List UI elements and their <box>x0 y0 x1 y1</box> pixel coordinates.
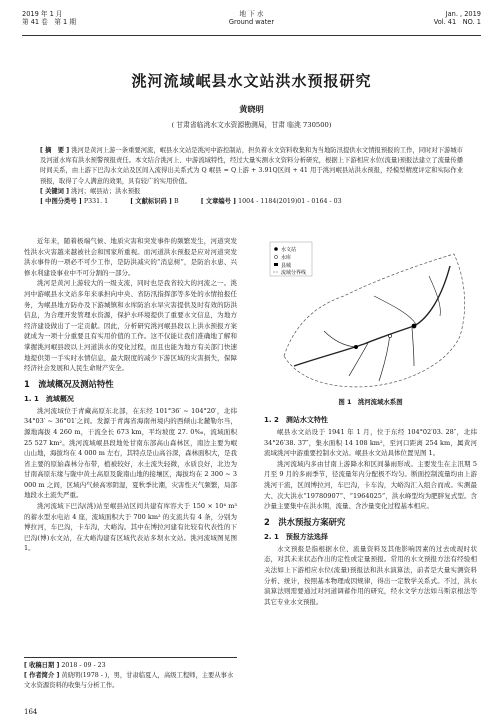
doc-code-value: B <box>173 198 179 206</box>
section-1-2-heading: 1. 2 测站水文特性 <box>264 416 328 424</box>
article-number-tag: [ 文章编号 ] <box>200 198 237 206</box>
river-system-map <box>264 236 477 396</box>
minxian-station-marker <box>412 324 417 329</box>
section-2-1-heading: 2. 1 预报方法选择 <box>264 532 328 541</box>
keywords-text: 洮河；岷县站；洪水预报 <box>71 187 141 195</box>
header-center: 地 下 水 Ground water <box>228 10 275 26</box>
classification-line <box>40 197 463 207</box>
author-name: 黄晓明 <box>239 104 264 114</box>
running-header <box>22 8 481 36</box>
abstract-text-tail: 用于洮河岷县站洪水预报，经模型精度评定和实际作业预报，取得了令人满意的效果，具有较广的实用价值。 <box>40 167 464 185</box>
legend-reservoir-label: 水库 <box>281 255 292 261</box>
received-tag: [ 收稿日期 ] <box>24 662 60 669</box>
legend-county-icon <box>274 263 278 266</box>
author-affiliation: ( 甘肃省临洮水文水资源勘测局，甘肃 临洮 730500) <box>171 121 332 129</box>
article-number-value: 1004 - 1184(2019)01 - 0164 - 03 <box>238 198 342 206</box>
abstract-text: 洮河是黄河上游一条重要河流，岷县水文站是洮河中游控制站，担负着水文资料收集和为当地防汛提供水文情报预报的工作，同时对下游城市及河道水库有洪水预警预报责任。本文结合洮河上、中游流域特性，经过大量实测水文资料分析研究，根据上下游相应水位(流量)预报法建立了流量传播时间关系，由上游下巴沟水文站及区间入流得出关系式为 Q <box>40 147 464 175</box>
basin-paragraph-2: 洮河流域下巴沟(洮)站至岷县站区间共建有库容大于 150 × 10⁴ m³ 的蓄水型水电站 4 座，流域面积大于 700 km² 的支流共有 4 条，分别为博拉河，车巴沟，卡车沟，大峪沟。其中在博拉河建有比较有代表性的下巴沟(博)水文站，在大峪沟建有区域代表站多坝水文站。洮河流域图见图 1。 <box>24 502 237 553</box>
basin-paragraph-1: 洮河流域位于青藏高原东北部，在东经 101°36′ ~ 104°20′，北纬 34°03′ ~ 36°01′之间。发源于青海省海南州境内的西倾山北麓勒尔当，源地海拔 4 260 m，干流全长 673 km，平均坡度 27. 0‰，流域面积 25 527 km²。洮河流域岷县段地处甘南东部高山森林区，南边主要为岷山山地，海拔均在 4 000 m 左右，其特点是山高谷深，森林面积大，是我省主要的原始森林分布带，植被较好，水土流失轻微，水质良好，北边为甘南高原东缘与陇中黄土高原及陇南山地的接壤区，海拔均在 2 300 ~ 3 000 m 之间，区域内气候高寒阴湿，夏秋季比潮，灾害性天气频繁，局部地段水土流失严重。 <box>24 406 237 500</box>
received-date <box>24 661 237 671</box>
intro-paragraph-2: 洮河是黄河上游较大的一级支流，同时也是我省较大的河流之一。洮河中游岷县水文站多年来承担向中央、省防汛指挥部等多处的水情拍报任务，为岷县地方防办及下游城镇和水库防治水旱灾害提供及时有效的防洪信息，为合理开发管理水资源，保护水环境提供了重要水文信息，为地方经济建设做出了一定贡献。因此，分析研究洮河岷县段以上洪水预报方案就成为一项十分重要且有实用价值的工作。这不仅能让我们准确地了解和掌握洮河岷县段以上河道洪水的变化过程，而且也能为地方有关部门快速地提供第一手实时水情信息，最大限度的减少下游区域的灾害损失，保障经济社会发展和人民生命财产安全。 <box>24 279 237 373</box>
left-column <box>24 236 237 554</box>
paper-title: 洮河流域岷县水文站洪水预报研究 <box>131 72 372 90</box>
legend-reservoir-icon <box>274 255 277 258</box>
footnote-block <box>24 657 237 691</box>
section-1-heading: 1 流域概况及测站特性 <box>24 378 114 389</box>
abstract-block <box>40 146 463 207</box>
station-paragraph-1: 岷县水文站设于 1941 年 1 月，位于东经 104°02′03. 28″，北纬 34°26′38. 37″，集水面积 14 108 km²，至河口距离 254 km，属黄河流域洮河中游重要控制水文站。岷县水文站具体位置见图 1。 <box>264 428 477 458</box>
author-bio-text: 黄晓明(1978 - )，男，甘肃临夏人，高级工程师，主要从事水文水资源资料的收集与分析工作。 <box>24 672 234 689</box>
legend-boundary-label: 流域分界线 <box>281 270 307 276</box>
legend-station-label: 水文站 <box>281 247 297 253</box>
figure-1-caption: 图 1 洮河流域水系图 <box>338 398 403 406</box>
clc-tag: [ 中图分类号 ] <box>40 198 82 206</box>
xiabagou-station-marker <box>354 345 358 349</box>
legend-station-icon <box>274 247 278 251</box>
header-right: Jan. , 2019 Vol. 41 NO. 1 <box>433 10 481 26</box>
page-number: 164 <box>24 708 38 716</box>
abstract-tag: [ 摘 要 ] <box>40 147 70 154</box>
keywords <box>40 187 463 197</box>
section-2-heading: 2 洪水预报方案研究 <box>264 516 346 527</box>
reservoir-marker <box>388 334 391 337</box>
keywords-tag: [ 关键词 ] <box>40 187 70 195</box>
abstract-formula: 岷县 = Q上游 + 3.91Q区间 + 41 <box>208 167 308 175</box>
station-paragraph-2: 洮河流域内多由甘南上游降水和区间暴雨形成。主要发生在主汛期 5 月至 9 月的多雨季节，径流量年内分配极不均匀。断面控制流量均由上游洮河干流，区间博拉河，车巴沟，卡车沟，大峪沟汇入组合而成。实测最大、次大洪水“19780907”、“1964025”，洪水峰型均为肥胖复式型。含沙量主要集中在洪水期，流量、含沙量变化过程基本相应。 <box>264 459 477 511</box>
right-column <box>264 236 477 607</box>
author-bio <box>24 671 237 691</box>
clc-value: P331. 1 <box>83 198 109 206</box>
header-left: 2019 年 1 月 第 41 卷 第 1 期 <box>22 10 76 26</box>
doc-code-tag: [ 文献标识码 ] <box>130 198 172 206</box>
intro-paragraph-1: 近年来，随着极端气候、地质灾害和突发事件的频繁发生，河道突发性洪水灾害越来越被社会和国家所重视。而河道洪水预报是应对河道突发洪水事件的一项必不可少工作，是防洪减灾的“消息树”，是防治水患、兴修水利建设事业中不可分割的一部分。 <box>24 237 237 277</box>
received-value: 2018 - 09 - 23 <box>61 662 106 669</box>
method-paragraph-1: 水文预报是指根据水位、流量资料及其他影响因素的过去或现时状态，对其未来状态作出的定性或定量预报。常用的水文预报方法有经验相关法如上下游相应水位(流量)预报法和洪水演算法，前者是大量实测资料分析、统计，按照基本物理成因规律，得出一定数学关系式。不过，洪水演算法则需要通过对河道调蓄作用的研究，经水文学方法如马斯京根法等其它专业水文预报。 <box>264 544 477 606</box>
author-bio-tag: [ 作者简介 ] <box>24 672 60 679</box>
figure-1 <box>264 236 477 410</box>
legend-county-label: 县城 <box>281 263 292 269</box>
abstract <box>40 146 463 187</box>
section-1-1-heading: 1. 1 流域概况 <box>24 394 74 403</box>
